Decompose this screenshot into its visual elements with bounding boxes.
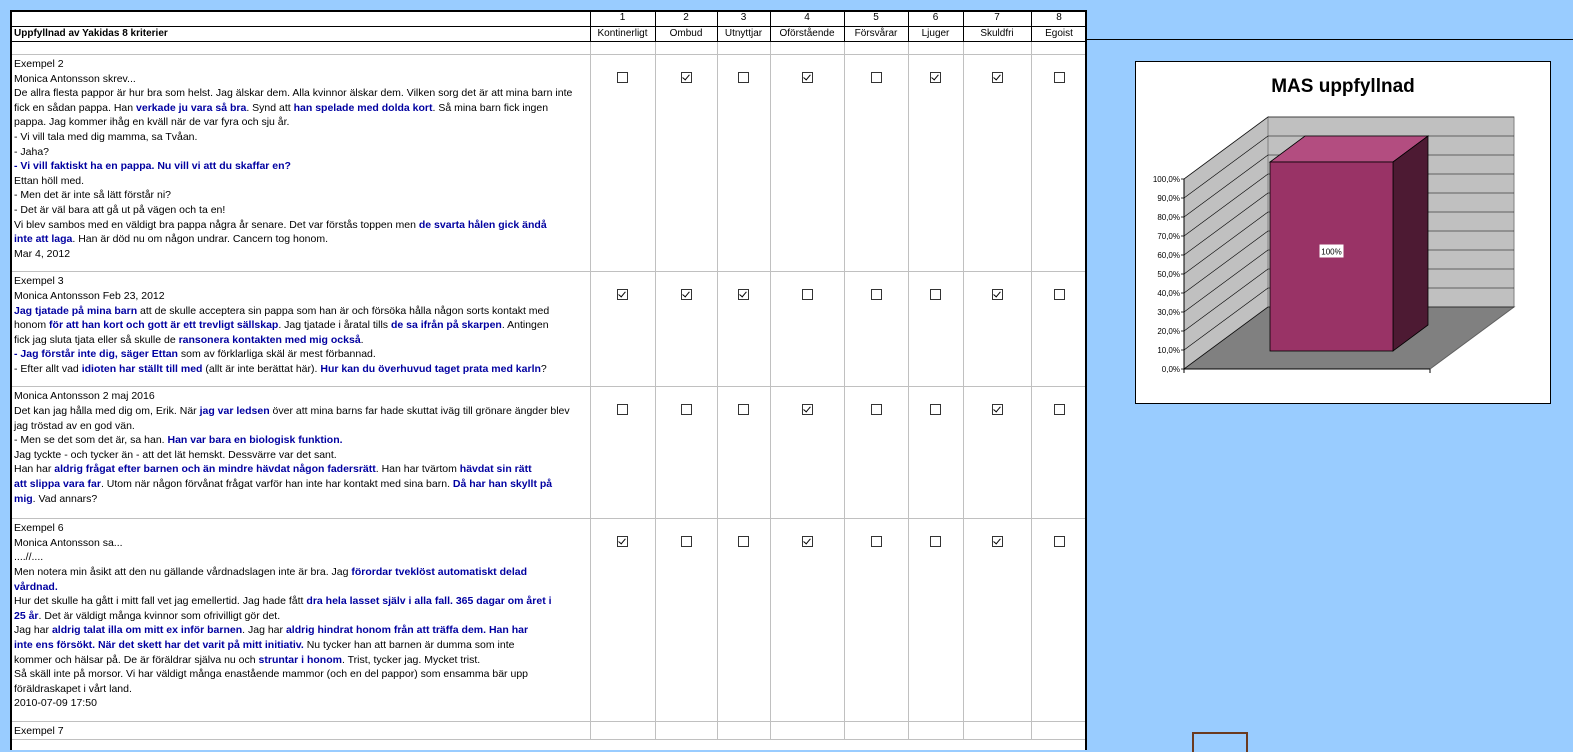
checkbox-cell[interactable] — [1031, 721, 1087, 739]
checkbox[interactable] — [617, 404, 628, 415]
empty-cell[interactable] — [844, 42, 908, 55]
text-span: Nu tycker han att barnen är dumma som inte — [303, 638, 515, 651]
checkbox[interactable] — [802, 536, 813, 547]
text-span: . Vad annars? — [32, 492, 98, 505]
checkbox-cell[interactable] — [590, 721, 655, 739]
highlighted-text: - Vi vill faktiskt ha en pappa. Nu vill vi att du skaffar en? — [14, 160, 291, 173]
text-line — [14, 289, 588, 304]
checkbox[interactable] — [802, 289, 813, 300]
empty-cell[interactable] — [908, 42, 963, 55]
highlighted-text: för att han kort och gott är ett trevligt sällskap — [49, 319, 279, 332]
text-span: . Så mina barn fick ingen — [432, 101, 549, 114]
text-line — [14, 565, 588, 580]
text-span: pappa. Jag kommer ihåg en kväll när de var fyra och sju år. — [14, 116, 290, 129]
column-header[interactable]: Ombud — [655, 27, 717, 42]
checkbox[interactable] — [930, 536, 941, 547]
y-tick-label: 40,0% — [1157, 289, 1180, 298]
example-heading: Exempel 2 — [14, 58, 64, 70]
text-span: . Det är väldigt många kvinnor som ofrivilligt gör det. — [38, 609, 281, 622]
text-line — [14, 404, 588, 419]
column-header[interactable]: Skuldfri — [963, 27, 1031, 42]
highlighted-text: de svarta hålen gick ändå — [418, 218, 547, 231]
example-heading: Exempel 3 — [14, 275, 64, 288]
highlighted-text: förordar tveklöst automatiskt delad — [351, 566, 528, 578]
checkbox-cell[interactable] — [844, 519, 908, 722]
sheet-title[interactable]: Uppfyllnad av Yakidas 8 kriterier — [12, 27, 590, 42]
text-span: Monica Antonsson skrev... — [14, 72, 136, 85]
checkbox[interactable] — [681, 536, 692, 547]
column-header[interactable]: Försvårar — [844, 27, 908, 42]
checkbox-cell[interactable] — [717, 272, 770, 387]
highlighted-text: - Jag förstår inte dig, säger Ettan — [14, 348, 178, 361]
text-line — [14, 203, 588, 218]
example-heading: Exempel 7 — [14, 724, 64, 737]
text-span: att de skulle acceptera sin pappa som han är och försöka hålla någon sorts kontakt med — [137, 304, 550, 317]
text-line — [14, 101, 588, 116]
text-line — [14, 247, 588, 262]
empty-cell[interactable] — [717, 42, 770, 55]
checkbox[interactable] — [930, 404, 941, 415]
checkbox[interactable] — [738, 536, 749, 547]
y-tick-label: 50,0% — [1157, 270, 1180, 279]
text-line — [14, 609, 588, 624]
checkbox-cell[interactable] — [844, 721, 908, 739]
checkbox[interactable] — [930, 289, 941, 300]
bar-chart-3d — [1136, 62, 1550, 403]
spacer-row — [12, 42, 1087, 55]
empty-cell[interactable] — [1031, 42, 1087, 55]
checkbox-cell[interactable] — [770, 387, 844, 519]
text-line — [14, 594, 588, 609]
highlighted-text: aldrig hindrat honom från att träffa dem. Han har — [285, 624, 529, 637]
y-tick-label: 70,0% — [1157, 232, 1180, 241]
checkbox[interactable] — [1054, 404, 1065, 415]
checkbox-cell[interactable] — [770, 519, 844, 722]
checkbox-cell[interactable] — [963, 55, 1031, 272]
y-tick-label: 80,0% — [1157, 213, 1180, 222]
text-span: fick en sådan pappa. Han — [14, 101, 137, 114]
text-span: . Han är död nu om någon undrar. Cancern tog honom. — [72, 233, 329, 246]
checkbox[interactable] — [992, 72, 1003, 83]
highlighted-text: de sa ifrån på skarpen — [390, 319, 502, 332]
example-text-cell[interactable] — [12, 721, 590, 739]
text-line — [14, 462, 588, 477]
text-line — [14, 433, 588, 448]
text-line — [14, 130, 588, 145]
column-header[interactable]: Egoist — [1031, 27, 1087, 42]
text-span: som av förklarliga skäl är mest förbannad. — [177, 348, 376, 361]
highlighted-text: Jag tjatade på mina barn — [14, 304, 138, 317]
column-header[interactable]: Oförstående — [770, 27, 844, 42]
checkbox[interactable] — [871, 404, 882, 415]
checkbox-cell[interactable] — [717, 387, 770, 519]
text-span: Så skäll inte på morsor. Vi har väldigt många enastående mammor (och en del pappor) som ensamma bär upp — [14, 668, 528, 681]
text-line — [14, 174, 588, 189]
checkbox-cell[interactable] — [655, 721, 717, 739]
checkbox-cell[interactable] — [655, 55, 717, 272]
highlighted-text: dra hela lasset själv i alla fall. 365 dagar om året i — [306, 595, 552, 608]
text-line — [14, 682, 588, 697]
checkbox-cell[interactable] — [655, 387, 717, 519]
y-tick-label: 30,0% — [1157, 308, 1180, 317]
y-tick-label: 10,0% — [1157, 346, 1180, 355]
text-line — [14, 232, 588, 247]
checkbox-cell[interactable] — [655, 519, 717, 722]
chart-panel[interactable] — [1135, 61, 1551, 404]
checkbox-cell[interactable] — [717, 519, 770, 722]
highlighted-text: hävdat sin rätt — [459, 463, 532, 476]
text-line — [14, 274, 588, 289]
text-span: . Jag tjatade i åratal tills — [278, 319, 391, 332]
text-span: ? — [540, 362, 547, 375]
text-span: Men notera min åsikt att den nu gällande vårdnadslagen inte är bra. Jag — [14, 566, 352, 578]
text-span: Jag tyckte - och tycker än - att det lät hemskt. Dessvärre var det sant. — [14, 448, 337, 461]
checkbox-cell[interactable] — [590, 519, 655, 722]
text-line — [14, 623, 588, 638]
highlighted-text: han spelade med dolda kort — [293, 101, 433, 114]
highlighted-text: jag var ledsen — [199, 405, 270, 418]
table-row — [12, 721, 1087, 739]
text-span: - Det är väl bara att gå ut på vägen och ta en! — [14, 203, 226, 216]
empty-cell[interactable] — [590, 42, 655, 55]
data-label: 100% — [1321, 247, 1342, 257]
text-span: - Vi vill tala med dig mamma, sa Tvåan. — [14, 130, 198, 143]
text-span: . — [360, 333, 364, 346]
column-header[interactable]: Utnyttjar — [717, 27, 770, 42]
y-tick-label: 0,0% — [1161, 365, 1180, 374]
empty-cell[interactable] — [12, 42, 590, 55]
text-span: över att mina barns far hade skuttat iväg till grönare ängder blev — [269, 405, 570, 418]
text-line — [14, 72, 588, 87]
checkbox-cell[interactable] — [590, 387, 655, 519]
text-line — [14, 653, 588, 668]
checkbox-cell[interactable] — [963, 387, 1031, 519]
text-span: . Utom när någon förvånat frågat varför han inte har kontakt med sina barn. — [100, 478, 453, 491]
column-number[interactable]: 8 — [1031, 12, 1087, 27]
text-span: kommer och hälsar på. De är föräldrar själva nu och — [14, 653, 259, 666]
column-number[interactable]: 7 — [963, 12, 1031, 27]
checkbox[interactable] — [681, 72, 692, 83]
text-span: honom — [14, 319, 50, 332]
checkbox[interactable] — [1054, 72, 1065, 83]
highlighted-text: 25 år — [14, 609, 39, 622]
checkbox[interactable] — [1054, 536, 1065, 547]
column-number[interactable]: 1 — [590, 12, 655, 27]
highlighted-text: ransonera kontakten med mig också — [178, 333, 361, 346]
text-span: Jag har — [14, 624, 52, 637]
text-line — [14, 86, 588, 101]
checkbox[interactable] — [617, 72, 628, 83]
text-span: Han har — [14, 463, 55, 476]
text-span: 2010-07-09 17:50 — [14, 697, 97, 710]
text-span: (allt är inte berättat här). — [202, 362, 321, 375]
text-span: - Jaha? — [14, 145, 50, 158]
column-number[interactable]: 5 — [844, 12, 908, 27]
checkbox[interactable] — [738, 72, 749, 83]
text-line — [14, 159, 588, 174]
highlighted-text: aldrig frågat efter barnen och än mindre hävdat någon fadersrätt — [54, 463, 376, 476]
checkbox[interactable] — [1054, 289, 1065, 300]
highlighted-text: aldrig talat illa om mitt ex inför barnen — [51, 624, 243, 637]
checkbox-cell[interactable] — [1031, 55, 1087, 272]
y-tick-label: 20,0% — [1157, 327, 1180, 336]
text-line — [14, 696, 588, 711]
text-span: Monica Antonsson 2 maj 2016 — [14, 390, 155, 403]
y-tick-label: 90,0% — [1157, 194, 1180, 203]
example-text-cell[interactable] — [12, 519, 590, 722]
checkbox-cell[interactable] — [655, 272, 717, 387]
highlighted-text: struntar i honom — [258, 653, 342, 666]
table-row — [12, 55, 1087, 272]
text-span: . Trist, tycker jag. Mycket trist. — [341, 653, 481, 666]
checkbox-cell[interactable] — [844, 387, 908, 519]
text-line — [14, 638, 588, 653]
example-text-cell[interactable] — [12, 272, 590, 387]
text-line — [14, 724, 588, 739]
example-text-cell[interactable] — [12, 55, 590, 272]
checkbox-cell[interactable] — [590, 272, 655, 387]
text-line — [14, 318, 588, 333]
spreadsheet-table[interactable] — [10, 10, 1087, 750]
text-span: . Synd att — [246, 101, 294, 114]
header-row — [12, 27, 1087, 42]
text-span: Hur det skulle ha gått i mitt fall vet jag emellertid. Jag hade fått — [14, 595, 307, 608]
column-divider-line — [1087, 39, 1573, 40]
table-row — [12, 272, 1087, 387]
column-number[interactable]: 3 — [717, 12, 770, 27]
text-line — [14, 333, 588, 348]
text-span: Det kan jag hålla med dig om, Erik. När — [14, 405, 200, 418]
text-span: fick jag sluta tjata eller så skulle de — [14, 333, 179, 346]
column-number[interactable]: 2 — [655, 12, 717, 27]
empty-cell[interactable] — [770, 42, 844, 55]
text-line — [14, 419, 588, 434]
column-number[interactable]: 6 — [908, 12, 963, 27]
checkbox-cell[interactable] — [908, 721, 963, 739]
text-span: Monica Antonsson Feb 23, 2012 — [14, 289, 165, 302]
example-heading: Exempel 6 — [14, 522, 64, 535]
text-line — [14, 362, 588, 377]
text-span: Ettan höll med. — [14, 174, 85, 187]
checkbox-cell[interactable] — [844, 55, 908, 272]
highlighted-text: idioten har ställt till med — [81, 362, 203, 375]
checkbox[interactable] — [802, 72, 813, 83]
column-header[interactable]: Kontinerligt — [590, 27, 655, 42]
text-line — [14, 389, 588, 404]
text-span: Mar 4, 2012 — [14, 247, 71, 260]
checkbox-cell[interactable] — [908, 272, 963, 387]
checkbox-cell[interactable] — [1031, 272, 1087, 387]
checkbox-cell[interactable] — [963, 519, 1031, 722]
highlighted-text: Han var bara en biologisk funktion. — [167, 434, 343, 447]
column-number-row — [12, 12, 1087, 27]
chart-title: MAS uppfyllnad — [1271, 76, 1415, 97]
text-line — [14, 145, 588, 160]
text-span: . Antingen — [501, 319, 549, 332]
text-line — [14, 492, 588, 507]
checkbox[interactable] — [681, 404, 692, 415]
checkbox[interactable] — [617, 536, 628, 547]
checkbox-cell[interactable] — [963, 272, 1031, 387]
text-line — [14, 115, 588, 130]
checkbox-cell[interactable] — [1031, 519, 1087, 722]
text-span: Monica Antonsson sa... — [14, 536, 123, 549]
checkbox[interactable] — [871, 72, 882, 83]
checkbox-cell[interactable] — [908, 55, 963, 272]
text-line — [14, 550, 588, 565]
text-line — [14, 304, 588, 319]
checkbox[interactable] — [871, 536, 882, 547]
text-line — [14, 477, 588, 492]
text-span: - Men det är inte så lätt förstår ni? — [14, 189, 171, 202]
y-tick-label: 100,0% — [1152, 175, 1180, 184]
text-span: föräldraskapet i vårt land. — [14, 682, 132, 695]
empty-cell[interactable] — [655, 42, 717, 55]
highlighted-text: mig — [14, 492, 33, 505]
highlighted-text: vårdnad. — [14, 580, 58, 593]
table-row — [12, 387, 1087, 519]
highlighted-text: Hur kan du överhuvud taget prata med karln — [320, 362, 541, 375]
highlighted-text: inte att laga — [14, 233, 73, 246]
text-span: . Han har tvärtom — [375, 463, 460, 476]
checkbox-cell[interactable] — [717, 55, 770, 272]
checkbox-cell[interactable] — [908, 387, 963, 519]
checkbox[interactable] — [930, 72, 941, 83]
text-span: De allra flesta pappor är hur bra som helst. Jag älskar dem. Alla kvinnor älskar dem. Vilken sorg det är att mina barn inte — [14, 87, 573, 100]
checkbox-cell[interactable] — [717, 721, 770, 739]
checkbox-cell[interactable] — [770, 272, 844, 387]
checkbox-cell[interactable] — [1031, 387, 1087, 519]
text-line — [14, 580, 588, 595]
checkbox[interactable] — [992, 536, 1003, 547]
bar-side — [1393, 136, 1428, 351]
text-line — [14, 347, 588, 362]
checkbox-cell[interactable] — [770, 721, 844, 739]
checkbox-cell[interactable] — [908, 519, 963, 722]
example-text-cell[interactable] — [12, 387, 590, 519]
column-header[interactable]: Ljuger — [908, 27, 963, 42]
highlighted-text: verkade ju vara så bra — [136, 101, 247, 114]
highlighted-text: Då har han skyllt på — [452, 478, 553, 491]
checkbox[interactable] — [738, 404, 749, 415]
highlighted-text: inte ens försökt. När det skett har det varit på mitt initiativ. — [14, 638, 304, 651]
checkbox[interactable] — [802, 404, 813, 415]
highlighted-text: att slippa vara far — [14, 478, 101, 491]
text-span: - Men se det som det är, sa han. — [14, 434, 168, 447]
text-line — [14, 536, 588, 551]
checkbox[interactable] — [992, 404, 1003, 415]
text-line — [14, 188, 588, 203]
text-line — [14, 218, 588, 233]
checkbox-cell[interactable] — [963, 721, 1031, 739]
y-tick-label: 60,0% — [1157, 251, 1180, 260]
corner-cell[interactable] — [12, 12, 590, 27]
table-row — [12, 519, 1087, 722]
text-span: jag tröstad av en god vän. — [14, 419, 135, 432]
column-number[interactable]: 4 — [770, 12, 844, 27]
text-span: ....//.... — [14, 551, 44, 564]
text-line — [14, 667, 588, 682]
empty-cell[interactable] — [963, 42, 1031, 55]
text-line — [14, 521, 588, 536]
text-line — [14, 57, 588, 72]
text-span: . Jag har — [242, 624, 286, 637]
checkbox[interactable] — [617, 289, 628, 300]
checkbox[interactable] — [738, 289, 749, 300]
checkbox[interactable] — [992, 289, 1003, 300]
checkbox[interactable] — [871, 289, 882, 300]
text-span: - Efter allt vad — [14, 362, 82, 375]
checkbox-cell[interactable] — [590, 55, 655, 272]
text-span: Vi blev sambos med en väldigt bra pappa några år senare. Det var förstås toppen men — [14, 218, 419, 231]
checkbox-cell[interactable] — [770, 55, 844, 272]
embedded-object-frame[interactable] — [1192, 732, 1248, 752]
checkbox-cell[interactable] — [844, 272, 908, 387]
checkbox[interactable] — [681, 289, 692, 300]
text-line — [14, 448, 588, 463]
